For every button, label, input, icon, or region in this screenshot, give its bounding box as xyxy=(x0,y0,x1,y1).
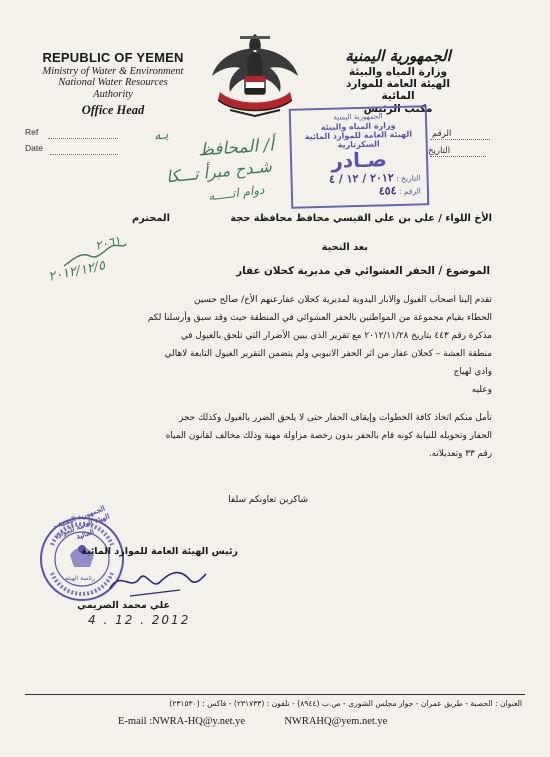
email-secondary[interactable]: NWRAHQ@yem.net.ye xyxy=(284,716,388,727)
office-name-en: Office Head xyxy=(81,102,145,117)
note-line-3: شـدح مبرأ تـــكا xyxy=(165,156,273,187)
para3-line1: نأمل منكم اتخاذ كافة الخطوات وإيقاف الحفار حتى لا يلحق الضرر بالغيول وكذلك حجز xyxy=(179,413,492,423)
ref-dotted-line xyxy=(48,138,118,139)
closing-line: شاكرين تعاونكم سلفا xyxy=(228,495,308,505)
ref-label: Ref xyxy=(25,127,39,137)
seal-center-text: رئاسة الهيئة xyxy=(65,575,95,582)
handwritten-signature: ٢٠٦١ xyxy=(93,233,123,253)
email-label: E-mail : xyxy=(118,716,153,727)
ink-signature xyxy=(100,560,210,600)
stamp-number-value: ٤٥٤ xyxy=(378,184,397,198)
ministry-name-ar: وزارة المياه والبيئة xyxy=(348,65,448,78)
stamp-date-value: ٢٠١٢ / ١٢ / ٤ xyxy=(328,171,394,186)
note-line-4: دوام اتـــــه xyxy=(206,182,265,204)
office-name-ar: مكتب الرئيس xyxy=(363,102,433,115)
addressee: الأخ اللواء / علي بن علي القيسي محافظ محافظة حجة xyxy=(230,213,492,224)
email-primary[interactable]: NWRA-HQ@y.net.ye xyxy=(152,716,246,727)
footer-emails xyxy=(118,716,387,727)
footer-address: العنوان : الحصبة - طريق عمران - جوار مجلس الشورى - ص.ب (٨٩٤٤) - تلفون : (٢٣١٧٣٣) - فاكس : (٢٣١٥٣٠) xyxy=(169,699,522,708)
stamp-authority: الهيئة العامة للموارد المائية xyxy=(304,129,413,142)
stamp-date-label: التاريخ : xyxy=(396,173,421,184)
note-line-2: أ/ المحافظ xyxy=(197,135,275,161)
ar-date-dotted-line xyxy=(430,156,486,157)
ar-date-label: التاريخ xyxy=(428,145,451,155)
outgoing-stamp xyxy=(289,105,430,209)
honorific: المحترم xyxy=(132,213,170,224)
date-dotted-line xyxy=(50,154,118,155)
yemen-eagle-emblem xyxy=(210,30,300,122)
ar-ref-label: الرقم xyxy=(432,128,452,138)
signatory-name: علي محمد الصريمي xyxy=(77,600,170,611)
para1-line3: مذكرة رقم ٤٤٣ بتاريخ ٢٠١٢/١١/٢٨ مع تقرير الذي يبين الأضرار التي تلحق بالغيول في xyxy=(180,331,492,341)
footer-divider xyxy=(25,694,525,695)
stamp-secretariat: السكرتارية xyxy=(337,139,380,150)
stamp-number-label: الرقم : xyxy=(398,186,422,196)
handwritten-date: ٢٠١٢/١٢/٥ xyxy=(47,258,107,285)
greeting: بعد التحية xyxy=(321,242,368,253)
para1-line5: وادي لهياج xyxy=(453,367,492,377)
country-name-ar: الجمهورية اليمنية xyxy=(345,47,451,65)
note-line-1: يـه xyxy=(152,127,169,144)
stamp-country: الجمهورية اليمنية xyxy=(333,112,383,122)
ministry-name-en: Ministry of Water & Environment xyxy=(42,65,184,77)
para1-line1: تقدم إلينا اصحاب الغيول والابار اليدوية لمديرية كحلان عفارعنهم الأخ/ صالح حسين xyxy=(194,295,492,305)
english-letterhead xyxy=(38,51,188,117)
authority-name-ar: الهيئة العامة للموارد المائية xyxy=(346,78,450,103)
handwritten-note xyxy=(118,124,278,204)
stamp-outgoing: صـادر xyxy=(331,147,388,173)
para3-line2: الحفار وتحويله للنيابة كونه قام بالحفر بدون رخصة مزاولة مهنة وذلك مخالف لقانون المياه xyxy=(165,431,492,441)
para1-line2: الحطاء بقيام مجموعة من المواطنين بالحفر العشوائي في المنطقة حيث وقد سبق وأرسلنا لكم xyxy=(147,313,492,323)
paragraph-2: وعليه xyxy=(471,385,492,395)
stamp-ministry: وزارة المياه والبيئة xyxy=(320,121,396,132)
authority-name-en: National Water Resources Authority xyxy=(58,77,168,101)
para1-line4: منطقة العشة – كحلان عفار من اثر الحفر الانبوبي ولم يتضمن التقرير الغيول التابعة لاهالي xyxy=(164,349,492,359)
signature-date: 4 . 12 . 2012 xyxy=(88,613,191,627)
subject-line: الموضوع / الحفر العشوائي في مديرية كحلان عفار xyxy=(236,265,490,277)
date-label: Date xyxy=(25,143,43,153)
para3-line3: رقم ٣٣ وتعديلاته. xyxy=(428,449,492,459)
paragraph-3 xyxy=(62,409,492,463)
ar-ref-dotted-line xyxy=(430,139,490,140)
signature-scribble xyxy=(60,236,130,276)
paragraph-1 xyxy=(62,291,492,381)
seal-ring-text: الجمهورية اليمنية - الهيئة العامة للموارد المائية xyxy=(51,503,111,542)
country-name-en: REPUBLIC OF YEMEN xyxy=(42,50,184,65)
signatory-title: رئيس الهيئة العامة للموارد المائية xyxy=(81,546,238,557)
